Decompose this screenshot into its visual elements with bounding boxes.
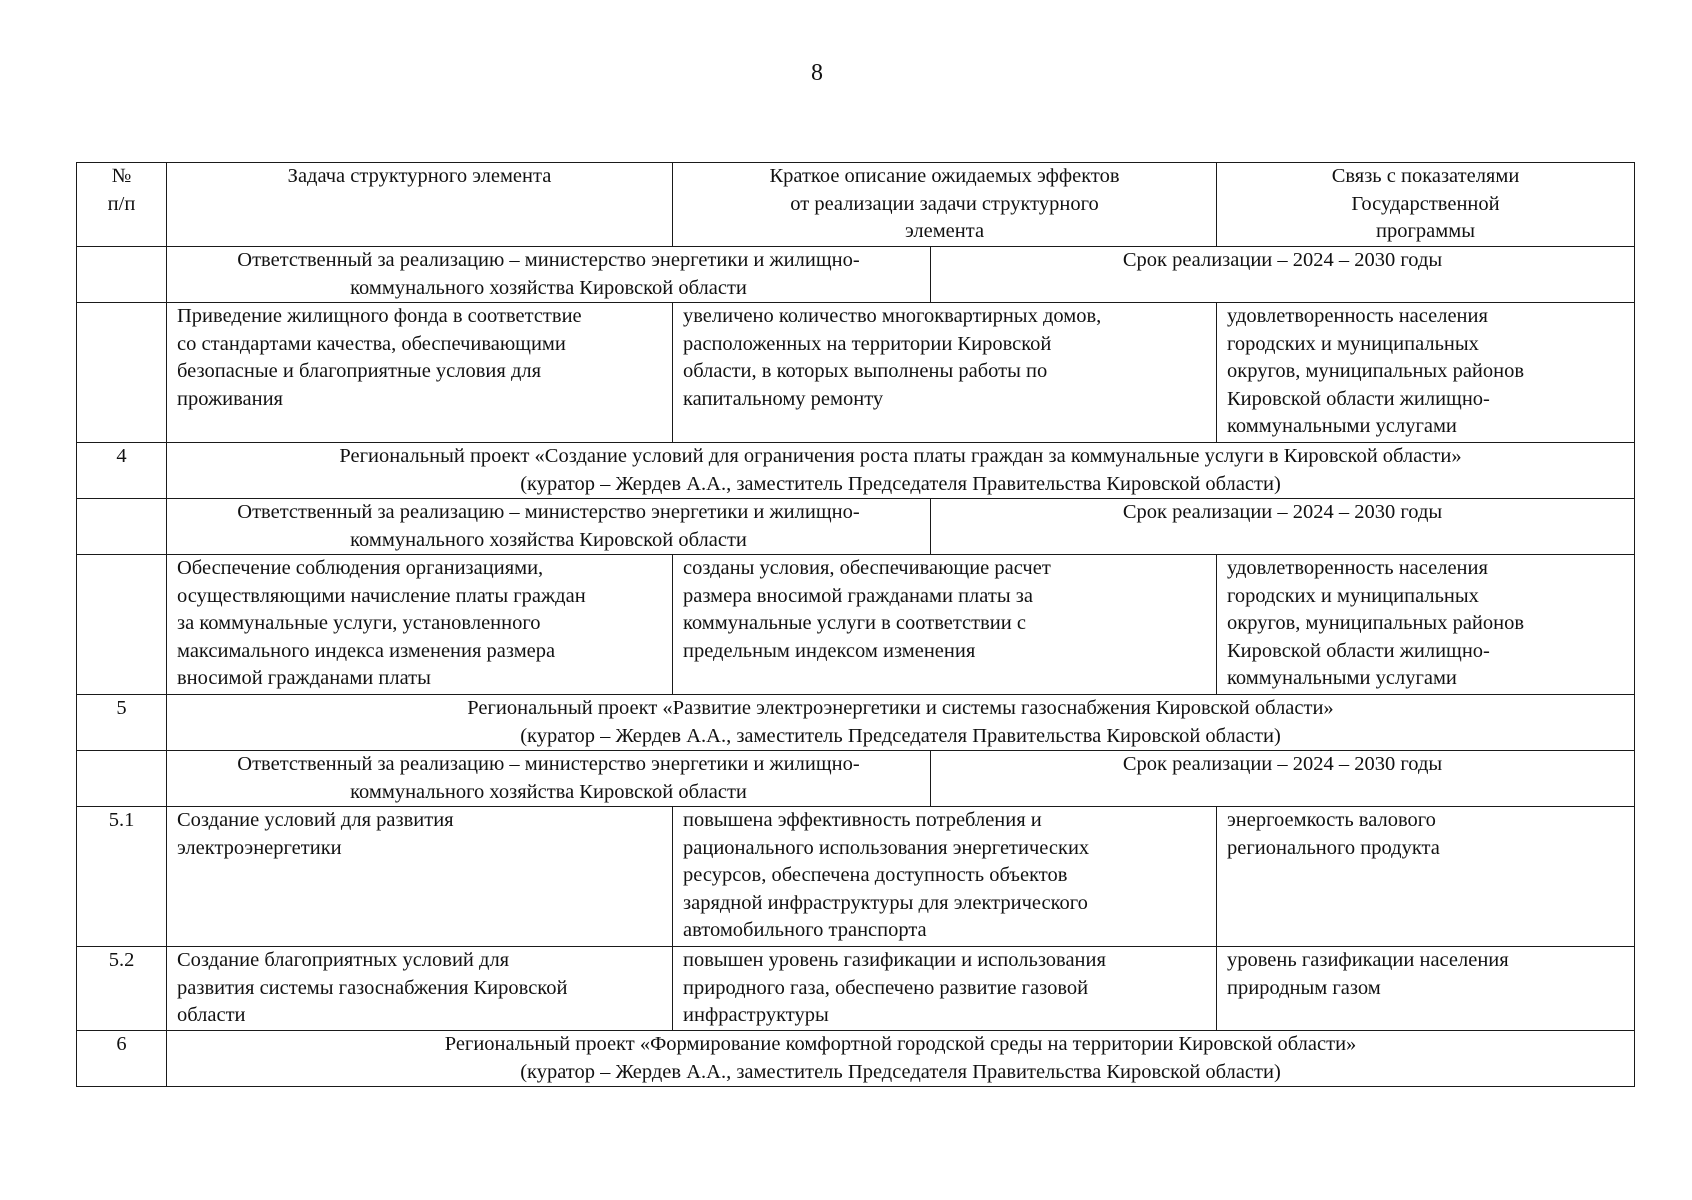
task-row <box>77 555 1635 695</box>
header-effects: Краткое описание ожидаемых эффектов от реализации задачи структурного элемента <box>673 163 1217 247</box>
tasks-table <box>76 162 1635 1087</box>
task-cell: Обеспечение соблюдения организациями, осуществляющими начисление платы граждан за коммунальные услуги, установленного максимального индекса изменения размера вносимой гражданами платы <box>167 555 673 695</box>
header-num: № п/п <box>77 163 167 247</box>
responsible-row <box>77 499 1635 555</box>
task-row <box>77 303 1635 443</box>
row-num: 5.2 <box>77 947 167 1031</box>
task-cell: Создание благоприятных условий для развития системы газоснабжения Кировской области <box>167 947 673 1031</box>
page-number: 8 <box>811 60 823 86</box>
row-num: 4 <box>77 443 167 499</box>
term-cell: Срок реализации – 2024 – 2030 годы <box>931 247 1635 303</box>
project-row <box>77 695 1635 751</box>
project-title: Региональный проект «Формирование комфортной городской среды на территории Кировской области» <box>444 1033 1357 1055</box>
header-link: Связь с показателями Государственной программы <box>1217 163 1635 247</box>
header-task: Задача структурного элемента <box>167 163 673 247</box>
row-num <box>77 751 167 807</box>
row-num: 5.1 <box>77 807 167 947</box>
responsible-cell: Ответственный за реализацию – министерство энергетики и жилищно- коммунального хозяйства Кировской области <box>167 499 931 555</box>
effect-cell: повышен уровень газификации и использования природного газа, обеспечено развитие газовой инфраструктуры <box>673 947 1217 1031</box>
term-cell: Срок реализации – 2024 – 2030 годы <box>931 751 1635 807</box>
project-cell <box>167 695 1635 751</box>
task-row <box>77 807 1635 947</box>
row-num <box>77 303 167 443</box>
task-row <box>77 947 1635 1031</box>
link-cell: уровень газификации населения природным газом <box>1217 947 1635 1031</box>
row-num <box>77 247 167 303</box>
responsible-cell: Ответственный за реализацию – министерство энергетики и жилищно- коммунального хозяйства Кировской области <box>167 247 931 303</box>
responsible-cell: Ответственный за реализацию – министерство энергетики и жилищно- коммунального хозяйства Кировской области <box>167 751 931 807</box>
link-cell: удовлетворенность населения городских и муниципальных округов, муниципальных районов Кировской области жилищно- коммунальными услугами <box>1217 555 1635 695</box>
task-cell: Приведение жилищного фонда в соответствие со стандартами качества, обеспечивающими безопасные и благоприятные условия для проживания <box>167 303 673 443</box>
project-curator: (куратор – Жердев А.А., заместитель Председателя Правительства Кировской области) <box>520 472 1281 495</box>
row-num <box>77 499 167 555</box>
project-curator: (куратор – Жердев А.А., заместитель Председателя Правительства Кировской области) <box>520 724 1281 747</box>
project-curator: (куратор – Жердев А.А., заместитель Председателя Правительства Кировской области) <box>520 1060 1281 1083</box>
responsible-row <box>77 751 1635 807</box>
row-num <box>77 555 167 695</box>
link-cell: энергоемкость валового регионального продукта <box>1217 807 1635 947</box>
project-row <box>77 443 1635 499</box>
project-cell <box>167 443 1635 499</box>
task-cell: Создание условий для развития электроэнергетики <box>167 807 673 947</box>
effect-cell: увеличено количество многоквартирных домов, расположенных на территории Кировской области, в которых выполнены работы по капитальному ремонту <box>673 303 1217 443</box>
link-cell: удовлетворенность населения городских и муниципальных округов, муниципальных районов Кировской области жилищно- коммунальными услугами <box>1217 303 1635 443</box>
row-num: 5 <box>77 695 167 751</box>
project-title: Региональный проект «Создание условий для ограничения роста платы граждан за коммунальные услуги в Кировской области» <box>339 445 1462 467</box>
table-header-row <box>77 163 1635 247</box>
effect-cell: созданы условия, обеспечивающие расчет размера вносимой гражданами платы за коммунальные услуги в соответствии с предельным индексом изменения <box>673 555 1217 695</box>
row-num: 6 <box>77 1031 167 1087</box>
project-row <box>77 1031 1635 1087</box>
term-cell: Срок реализации – 2024 – 2030 годы <box>931 499 1635 555</box>
responsible-row <box>77 247 1635 303</box>
project-title: Региональный проект «Развитие электроэнергетики и системы газоснабжения Кировской области» <box>467 697 1334 719</box>
project-cell <box>167 1031 1635 1087</box>
effect-cell: повышена эффективность потребления и рационального использования энергетических ресурсов, обеспечена доступность объектов зарядной инфраструктуры для электрического автомобильного транспорта <box>673 807 1217 947</box>
